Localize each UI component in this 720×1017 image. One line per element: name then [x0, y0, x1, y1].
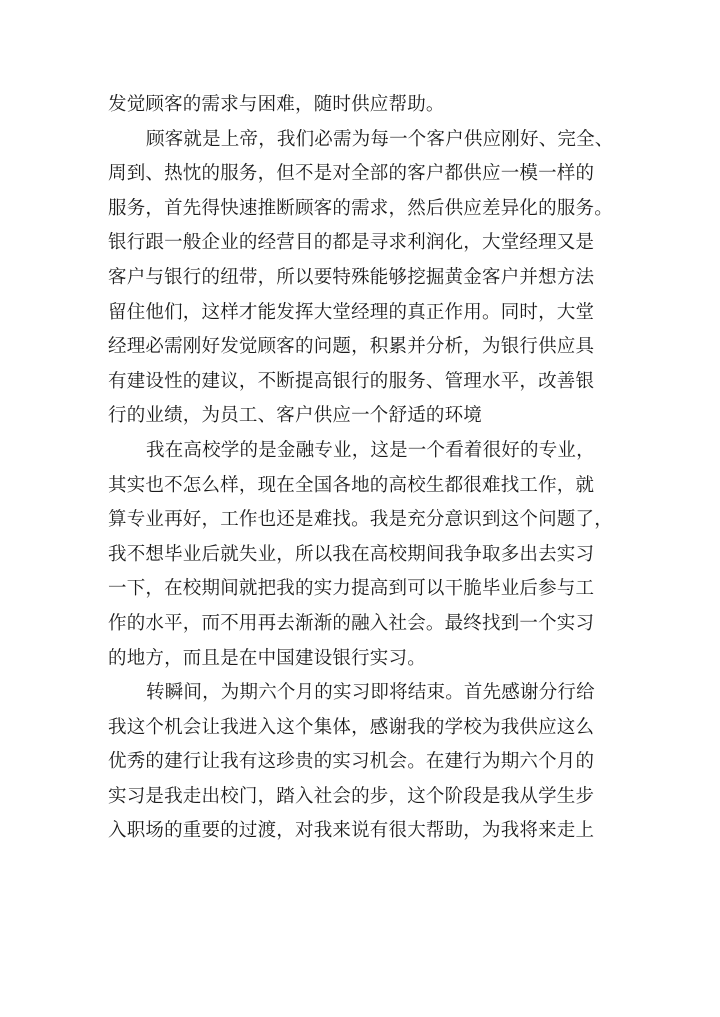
text-line: 优秀的建行让我有这珍贵的实习机会。在建行为期六个月的 — [108, 751, 595, 773]
text-line: 其实也不怎么样，现在全国各地的高校生都很难找工作，就 — [108, 474, 595, 496]
text-line: 发觉顾客的需求与困难，随时供应帮助。 — [108, 94, 445, 115]
text-line: 作的水平，而不用再去渐渐的融入社会。最终找到一个实习 — [108, 612, 595, 634]
text-line: 的地方，而且是在中国建设银行实习。 — [108, 647, 426, 669]
text-line: 服务，首先得快速推断顾客的需求，然后供应差异化的服务。 — [108, 197, 613, 219]
text-line: 我这个机会让我进入这个集体，感谢我的学校为我供应这么 — [108, 716, 595, 738]
text-line: 经理必需刚好发觉顾客的问题，积累并分析，为银行供应具 — [108, 336, 595, 358]
text-line: 算专业再好，工作也还是难找。我是充分意识到这个问题了， — [108, 509, 613, 531]
text-line: 有建设性的建议，不断提高银行的服务、管理水平，改善银 — [108, 370, 595, 392]
text-line: 入职场的重要的过渡，对我来说有很大帮助，为我将来走上 — [108, 820, 595, 842]
text-line: 转瞬间，为期六个月的实习即将结束。首先感谢分行给 — [146, 682, 595, 704]
text-line: 留住他们，这样才能发挥大堂经理的真正作用。同时，大堂 — [108, 301, 595, 323]
text-line: 一下，在校期间就把我的实力提高到可以干脆毕业后参与工 — [108, 578, 595, 600]
text-line: 我在高校学的是金融专业，这是一个看着很好的专业， — [146, 439, 595, 461]
text-line: 客户与银行的纽带，所以要特殊能够挖掘黄金客户并想方法 — [108, 266, 595, 288]
text-line: 周到、热忱的服务，但不是对全部的客户都供应一模一样的 — [108, 163, 595, 185]
text-line: 我不想毕业后就失业，所以我在高校期间我争取多出去实习 — [108, 543, 595, 565]
document-body — [108, 88, 612, 849]
text-line: 顾客就是上帝，我们必需为每一个客户供应刚好、完全、 — [146, 128, 614, 150]
text-line: 行的业绩，为员工、客户供应一个舒适的环境 — [108, 405, 483, 427]
text-line: 实习是我走出校门，踏入社会的步，这个阶段是我从学生步 — [108, 785, 595, 807]
text-line: 银行跟一般企业的经营目的都是寻求利润化，大堂经理又是 — [108, 232, 595, 254]
